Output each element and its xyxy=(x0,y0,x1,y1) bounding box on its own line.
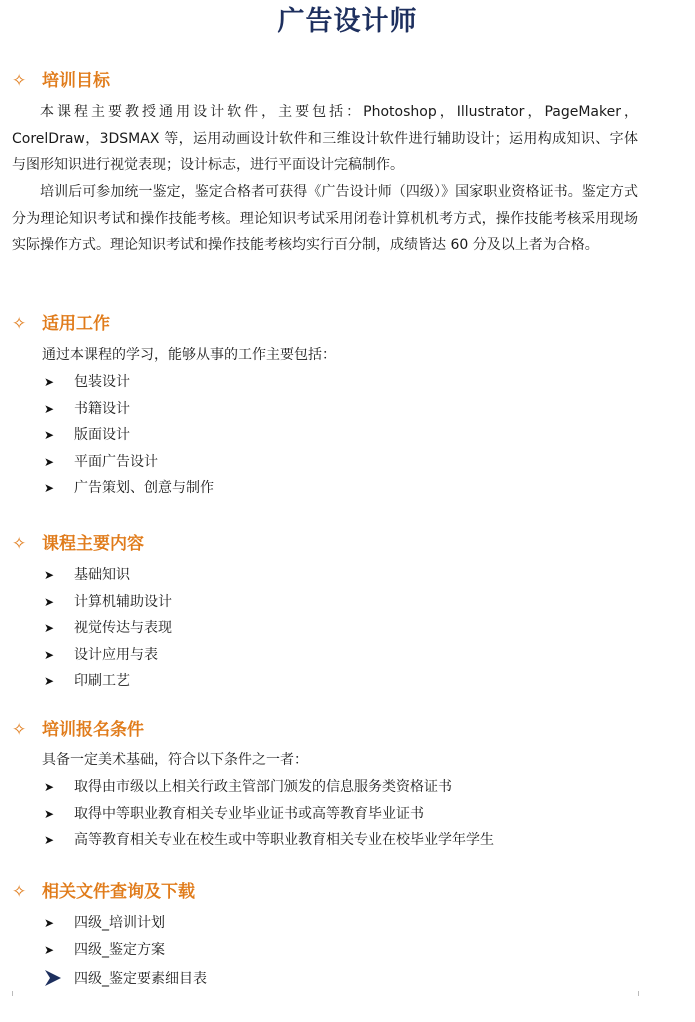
arrowhead-bullet-icon: ➤ xyxy=(44,833,55,847)
list-item: ➤ 版面设计 xyxy=(44,422,214,449)
section-intro: 通过本课程的学习，能够从事的工作主要包括： xyxy=(42,347,336,363)
arrowhead-bullet-icon: ➤ xyxy=(44,942,55,957)
file-list xyxy=(44,910,207,995)
arrowhead-bullet-icon: ➤ xyxy=(44,454,55,469)
list-item: ➤ 取得中等职业教育相关专业毕业证书或高等教育毕业证书 xyxy=(44,801,494,828)
diamond-sparkle-icon: ✧ xyxy=(12,534,27,554)
section-heading xyxy=(12,68,110,94)
list-item: ➤ 广告策划、创意与制作 xyxy=(44,475,214,502)
arrowhead-bullet-icon: ➤ xyxy=(44,674,55,688)
section-heading xyxy=(12,531,144,557)
arrowhead-bullet-icon: ➤ xyxy=(44,780,55,794)
arrowhead-bullet-icon: ➤ xyxy=(44,806,55,821)
section-title: 培训目标 xyxy=(42,71,110,91)
list-item: ➤ 计算机辅助设计 xyxy=(44,589,172,616)
section-title: 课程主要内容 xyxy=(42,534,144,554)
section-title: 适用工作 xyxy=(42,314,110,334)
content-list xyxy=(44,562,172,695)
page-corner-mark xyxy=(638,991,639,996)
section-title: 相关文件查询及下载 xyxy=(42,882,195,902)
list-item: ➤ 取得由市级以上相关行政主管部门颁发的信息服务类资格证书 xyxy=(44,774,494,801)
arrowhead-bullet-icon: ➤ xyxy=(44,621,55,635)
diamond-sparkle-icon: ✧ xyxy=(12,882,27,902)
section-heading xyxy=(12,311,110,337)
arrowhead-bullet-icon: ➤ xyxy=(44,647,55,662)
file-link[interactable]: ➤ 四级_鉴定方案 xyxy=(44,937,207,964)
list-item: ➤ 书籍设计 xyxy=(44,396,214,423)
list-item: ➤ 高等教育相关专业在校生或中等职业教育相关专业在校毕业学年学生 xyxy=(44,827,494,854)
arrowhead-bullet-icon: ➤ xyxy=(44,568,55,582)
list-item: ➤ 包装设计 xyxy=(44,369,214,396)
arrowhead-bullet-icon: ➤ xyxy=(44,594,55,609)
list-item: ➤ 基础知识 xyxy=(44,562,172,589)
list-item: ➤ 视觉传达与表现 xyxy=(44,615,172,642)
arrowhead-bullet-icon: ➤ xyxy=(44,916,55,930)
arrowhead-bullet-icon: ➤ xyxy=(44,481,55,495)
section-heading xyxy=(12,879,195,905)
diamond-sparkle-icon: ✧ xyxy=(12,71,27,91)
diamond-sparkle-icon: ✧ xyxy=(12,720,27,740)
file-link[interactable]: ➤ 四级_培训计划 xyxy=(44,910,207,937)
section-title: 培训报名条件 xyxy=(42,720,144,740)
list-item: ➤ 平面广告设计 xyxy=(44,449,214,476)
section-intro: 具备一定美术基础，符合以下条件之一者： xyxy=(42,752,308,768)
paragraph: 本课程主要教授通用设计软件，主要包括：Photoshop，Illustrator，PageMaker，CorelDraw，3DSMAX 等，运用动画设计软件和三维设计软件进行辅助设计；运用构成知识、字体与图形知识进行视觉表现；设计标志，进行平面设计完稿制作。 xyxy=(12,104,638,173)
diamond-sparkle-icon: ✧ xyxy=(12,314,27,334)
page-corner-mark xyxy=(12,991,13,996)
arrowhead-bullet-icon: ➤ xyxy=(44,401,55,416)
arrowhead-bullet-icon xyxy=(44,963,74,999)
arrowhead-bullet-icon: ➤ xyxy=(44,428,55,442)
paragraph: 培训后可参加统一鉴定，鉴定合格者可获得《广告设计师（四级）》国家职业资格证书。鉴定方式分为理论知识考试和操作技能考核。理论知识考试采用闭卷计算机机考方式，操作技能考核采用现场实际操作方式。理论知识考试和操作技能考核均实行百分制，成绩皆达 60 分及以上者为合格。 xyxy=(12,184,638,253)
job-list xyxy=(44,369,214,502)
condition-list xyxy=(44,774,494,854)
page-title: 广告设计师 xyxy=(277,6,418,37)
arrowhead-bullet-icon: ➤ xyxy=(44,375,55,389)
file-link[interactable]: 四级_鉴定要素细目表 xyxy=(44,963,207,995)
section-heading xyxy=(12,717,144,743)
list-item: ➤ 设计应用与表 xyxy=(44,642,172,669)
list-item: ➤ 印刷工艺 xyxy=(44,668,172,695)
